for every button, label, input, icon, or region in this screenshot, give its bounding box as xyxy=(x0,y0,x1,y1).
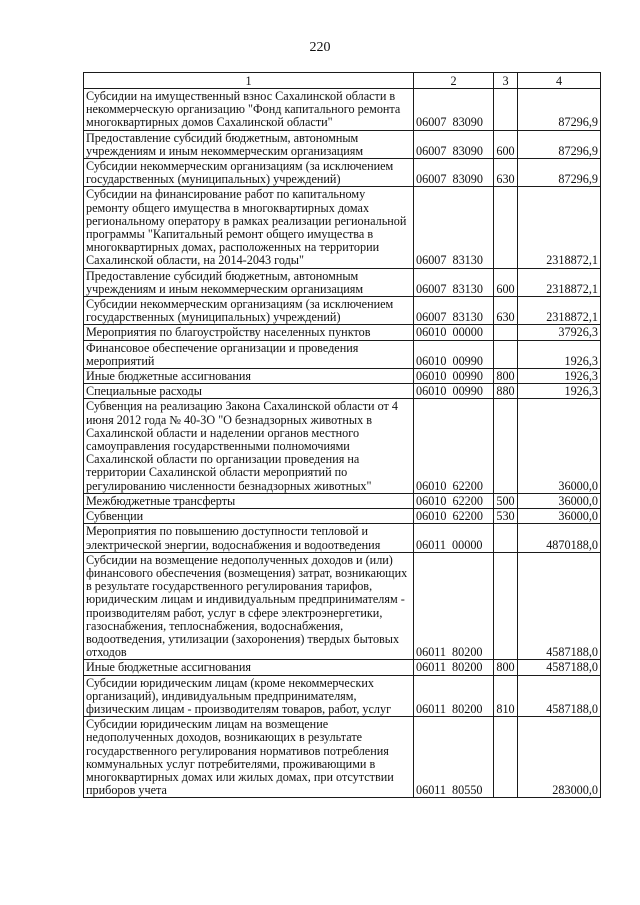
row-expense-type xyxy=(494,89,518,131)
row-name: Иные бюджетные ассигнования xyxy=(84,369,414,384)
row-code xyxy=(414,369,494,384)
row-code-program: 06010 xyxy=(416,384,447,399)
row-name: Субсидии на финансирование работ по капитальному ремонту общего имущества в многоквартирных домах региональному оператору в рамках реализации региональной программы "Капитальный ремонт общего имущества в многоквартирных домах, расположенных на территории Сахалинской области, на 2014-2043 годы" xyxy=(84,187,414,268)
row-expense-type xyxy=(494,399,518,493)
row-code-direction: 83090 xyxy=(452,115,483,130)
column-header-code: 2 xyxy=(414,73,494,89)
budget-table xyxy=(83,72,601,798)
row-expense-type: 530 xyxy=(494,509,518,524)
row-code-program: 06007 xyxy=(416,281,447,296)
column-header-name: 1 xyxy=(84,73,414,89)
row-sum: 87296,9 xyxy=(518,130,601,158)
column-header-sum: 4 xyxy=(518,73,601,89)
table-row xyxy=(84,297,601,325)
row-code-direction: 83130 xyxy=(452,253,483,268)
row-expense-type: 880 xyxy=(494,384,518,399)
row-name: Мероприятия по повышению доступности тепловой и электрической энергии, водоснабжения и водоотведения xyxy=(84,524,414,552)
row-sum: 2318872,1 xyxy=(518,268,601,296)
row-code-direction: 83090 xyxy=(452,143,483,158)
row-sum: 36000,0 xyxy=(518,399,601,493)
row-sum: 4587188,0 xyxy=(518,552,601,660)
row-code-program: 06010 xyxy=(416,478,447,493)
row-code-program: 06007 xyxy=(416,115,447,130)
row-sum: 1926,3 xyxy=(518,384,601,399)
row-name: Иные бюджетные ассигнования xyxy=(84,660,414,675)
row-code-program: 06011 xyxy=(416,783,447,798)
row-code-direction: 00990 xyxy=(452,384,483,399)
row-code xyxy=(414,384,494,399)
row-code-direction: 80200 xyxy=(452,645,483,660)
row-expense-type xyxy=(494,552,518,660)
row-code-direction: 62200 xyxy=(452,509,483,524)
row-sum: 1926,3 xyxy=(518,340,601,368)
row-code xyxy=(414,675,494,717)
row-name: Предоставление субсидий бюджетным, автономным учреждениям и иным некоммерческим организациям xyxy=(84,130,414,158)
row-code-direction: 00000 xyxy=(452,537,483,552)
row-name: Финансовое обеспечение организации и проведения мероприятий xyxy=(84,340,414,368)
page-number: 220 xyxy=(309,40,331,55)
row-name: Субсидии некоммерческим организациям (за исключением государственных (муниципальных) учреждений) xyxy=(84,297,414,325)
table-row xyxy=(84,268,601,296)
row-code xyxy=(414,130,494,158)
table-row xyxy=(84,675,601,717)
table-row xyxy=(84,325,601,340)
row-code xyxy=(414,297,494,325)
row-name: Субсидии юридическим лицам на возмещение недополученных доходов, возникающих в результате государственного регулирования нормативов потребления коммунальных услуг потребителями, проживающими в многоквартирных домах или жилых домах, при отсутствии приборов учета xyxy=(84,717,414,798)
row-expense-type xyxy=(494,524,518,552)
row-code-direction: 62200 xyxy=(452,493,483,508)
row-code-direction: 83090 xyxy=(452,172,483,187)
row-name: Специальные расходы xyxy=(84,384,414,399)
row-name: Межбюджетные трансферты xyxy=(84,493,414,508)
row-name: Предоставление субсидий бюджетным, автономным учреждениям и иным некоммерческим организациям xyxy=(84,268,414,296)
row-code-direction: 00990 xyxy=(452,353,483,368)
row-code xyxy=(414,717,494,798)
table-row xyxy=(84,524,601,552)
row-code xyxy=(414,159,494,187)
row-code-program: 06010 xyxy=(416,509,447,524)
row-code-program: 06011 xyxy=(416,701,447,716)
row-sum: 36000,0 xyxy=(518,493,601,508)
row-expense-type: 800 xyxy=(494,660,518,675)
row-expense-type xyxy=(494,717,518,798)
row-code-program: 06011 xyxy=(416,537,447,552)
row-code-program: 06007 xyxy=(416,172,447,187)
row-code-program: 06010 xyxy=(416,353,447,368)
row-sum: 87296,9 xyxy=(518,159,601,187)
row-sum: 2318872,1 xyxy=(518,187,601,268)
row-code-direction: 00000 xyxy=(452,325,483,340)
table-row xyxy=(84,384,601,399)
row-name: Мероприятия по благоустройству населенных пунктов xyxy=(84,325,414,340)
row-code xyxy=(414,340,494,368)
row-expense-type: 600 xyxy=(494,130,518,158)
row-code xyxy=(414,524,494,552)
row-code xyxy=(414,552,494,660)
row-code-program: 06010 xyxy=(416,493,447,508)
row-code xyxy=(414,325,494,340)
row-code xyxy=(414,493,494,508)
row-code xyxy=(414,268,494,296)
row-code-direction: 83130 xyxy=(452,281,483,296)
table-row xyxy=(84,159,601,187)
row-name: Субвенции xyxy=(84,509,414,524)
row-code-direction: 80550 xyxy=(452,783,483,798)
row-name: Субсидии на возмещение недополученных доходов и (или) финансового обеспечения (возмещения) затрат, возникающих в результате государственного регулирования тарифов, юридическим лицам и индивидуальным предпринимателям - производителям работ, услуг в сфере электроэнергетики, газоснабжения, теплоснабжения, водоснабжения, водоотведения, утилизации (захоронения) твердых бытовых отходов xyxy=(84,552,414,660)
table-row xyxy=(84,509,601,524)
row-code-direction: 80200 xyxy=(452,701,483,716)
row-name: Субсидии некоммерческим организациям (за исключением государственных (муниципальных) учреждений) xyxy=(84,159,414,187)
row-sum: 87296,9 xyxy=(518,89,601,131)
row-code xyxy=(414,509,494,524)
row-expense-type: 500 xyxy=(494,493,518,508)
table-row xyxy=(84,340,601,368)
row-sum: 36000,0 xyxy=(518,509,601,524)
row-code-direction: 00990 xyxy=(452,369,483,384)
row-name: Субвенция на реализацию Закона Сахалинской области от 4 июня 2012 года № 40-ЗО "О безнадзорных животных в Сахалинской области и наделении органов местного самоуправления государственными полномочиями Сахалинской области по организации проведения на территории Сахалинской области мероприятий по регулированию численности безнадзорных животных" xyxy=(84,399,414,493)
row-expense-type xyxy=(494,325,518,340)
table-row xyxy=(84,89,601,131)
row-expense-type: 600 xyxy=(494,268,518,296)
row-expense-type: 810 xyxy=(494,675,518,717)
table-row xyxy=(84,187,601,268)
row-expense-type xyxy=(494,187,518,268)
table-row xyxy=(84,130,601,158)
row-code-direction: 80200 xyxy=(452,660,483,675)
row-expense-type: 630 xyxy=(494,297,518,325)
row-code-program: 06010 xyxy=(416,325,447,340)
row-expense-type: 630 xyxy=(494,159,518,187)
table-row xyxy=(84,717,601,798)
table-row xyxy=(84,552,601,660)
row-code-program: 06007 xyxy=(416,143,447,158)
row-sum: 4587188,0 xyxy=(518,660,601,675)
row-sum: 4587188,0 xyxy=(518,675,601,717)
row-code-program: 06011 xyxy=(416,645,447,660)
row-expense-type xyxy=(494,340,518,368)
row-code-direction: 83130 xyxy=(452,310,483,325)
table-row xyxy=(84,660,601,675)
row-code-program: 06007 xyxy=(416,310,447,325)
table-row xyxy=(84,493,601,508)
row-code xyxy=(414,660,494,675)
row-code xyxy=(414,89,494,131)
row-code-program: 06010 xyxy=(416,369,447,384)
row-sum: 2318872,1 xyxy=(518,297,601,325)
row-code xyxy=(414,399,494,493)
row-code xyxy=(414,187,494,268)
table-body xyxy=(84,89,601,798)
row-name: Субсидии на имущественный взнос Сахалинской области в некоммерческую организацию "Фонд капитального ремонта многоквартирных домов Сахалинской области" xyxy=(84,89,414,131)
table-header-row xyxy=(84,73,601,89)
row-code-program: 06011 xyxy=(416,660,447,675)
row-name: Субсидии юридическим лицам (кроме некоммерческих организаций), индивидуальным предпринимателям, физическим лицам - производителям товаров, работ, услуг xyxy=(84,675,414,717)
table-row xyxy=(84,399,601,493)
row-sum: 4870188,0 xyxy=(518,524,601,552)
row-code-program: 06007 xyxy=(416,253,447,268)
table-row xyxy=(84,369,601,384)
row-sum: 37926,3 xyxy=(518,325,601,340)
row-sum: 1926,3 xyxy=(518,369,601,384)
column-header-type: 3 xyxy=(494,73,518,89)
row-code-direction: 62200 xyxy=(452,478,483,493)
row-expense-type: 800 xyxy=(494,369,518,384)
row-sum: 283000,0 xyxy=(518,717,601,798)
